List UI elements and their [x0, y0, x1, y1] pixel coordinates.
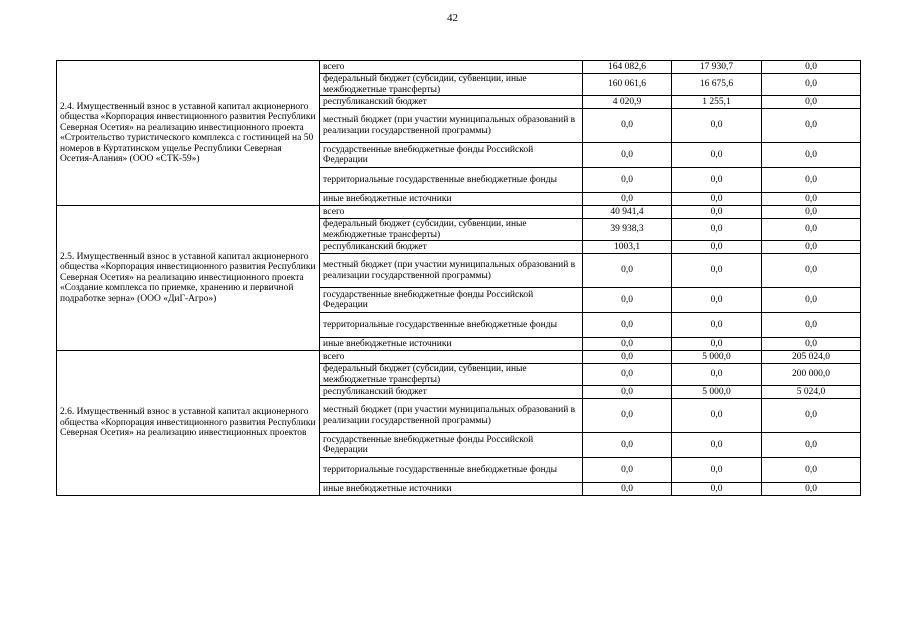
amount-cell-1: 0,0: [583, 483, 672, 496]
amount-cell-3: 0,0: [762, 61, 861, 74]
funding-source: местный бюджет (при участии муниципальных образований в реализации государственной программы): [320, 254, 583, 288]
funding-source: республиканский бюджет: [320, 386, 583, 399]
amount-cell-1: 40 941,4: [583, 206, 672, 219]
amount-cell-2: 0,0: [672, 338, 762, 351]
amount-cell-3: 0,0: [762, 109, 861, 143]
funding-source: местный бюджет (при участии муниципальных образований в реализации государственной программы): [320, 399, 583, 433]
amount-cell-2: 0,0: [672, 143, 762, 168]
funding-table: [56, 60, 861, 496]
amount-cell-3: 5 024,0: [762, 386, 861, 399]
amount-cell-1: 0,0: [583, 288, 672, 313]
amount-cell-3: 0,0: [762, 399, 861, 433]
amount-cell-3: 0,0: [762, 143, 861, 168]
funding-source: всего: [320, 61, 583, 74]
amount-cell-2: 0,0: [672, 313, 762, 338]
table-row: [57, 61, 861, 74]
table-row: [57, 206, 861, 219]
amount-cell-2: 0,0: [672, 399, 762, 433]
amount-cell-1: 0,0: [583, 143, 672, 168]
amount-cell-1: 0,0: [583, 399, 672, 433]
funding-source: местный бюджет (при участии муниципальных образований в реализации государственной программы): [320, 109, 583, 143]
amount-cell-1: 4 020,9: [583, 96, 672, 109]
funding-source: государственные внебюджетные фонды Российской Федерации: [320, 288, 583, 313]
funding-source: иные внебюджетные источники: [320, 483, 583, 496]
funding-source: государственные внебюджетные фонды Российской Федерации: [320, 433, 583, 458]
program-measure-name: 2.4. Имущественный взнос в уставной капитал акционерного общества «Корпорация инвестиционного развития Республики Северная Осетия» на реализацию инвестиционного проекта «Строительство туристического комплекса с гостиницей на 50 номеров в Куртатинском ущелье Республики Северная Осетия-Алания» (ООО «СТК-59»): [57, 61, 320, 206]
funding-source: иные внебюджетные источники: [320, 193, 583, 206]
amount-cell-3: 0,0: [762, 168, 861, 193]
amount-cell-3: 0,0: [762, 241, 861, 254]
amount-cell-1: 0,0: [583, 338, 672, 351]
page-number: 42: [447, 12, 458, 24]
amount-cell-3: 0,0: [762, 96, 861, 109]
amount-cell-1: 39 938,3: [583, 219, 672, 241]
amount-cell-1: 0,0: [583, 433, 672, 458]
amount-cell-1: 0,0: [583, 168, 672, 193]
program-measure-name: 2.5. Имущественный взнос в уставной капитал акционерного общества «Корпорация инвестиционного развития Республики Северная Осетия» на реализацию инвестиционного проекта «Создание комплекса по приемке, хранению и первичной подработке зерна» (ООО «ДиГ-Агро»): [57, 206, 320, 351]
amount-cell-2: 0,0: [672, 109, 762, 143]
amount-cell-3: 0,0: [762, 458, 861, 483]
amount-cell-3: 0,0: [762, 206, 861, 219]
funding-source: иные внебюджетные источники: [320, 338, 583, 351]
amount-cell-2: 0,0: [672, 193, 762, 206]
amount-cell-1: 0,0: [583, 109, 672, 143]
amount-cell-1: 0,0: [583, 254, 672, 288]
amount-cell-2: 0,0: [672, 483, 762, 496]
amount-cell-2: 0,0: [672, 433, 762, 458]
amount-cell-3: 0,0: [762, 288, 861, 313]
amount-cell-2: 0,0: [672, 288, 762, 313]
amount-cell-3: 0,0: [762, 483, 861, 496]
amount-cell-3: 0,0: [762, 313, 861, 338]
amount-cell-1: 0,0: [583, 364, 672, 386]
amount-cell-1: 1003,1: [583, 241, 672, 254]
funding-source: территориальные государственные внебюджетные фонды: [320, 313, 583, 338]
funding-source: всего: [320, 351, 583, 364]
amount-cell-1: 0,0: [583, 351, 672, 364]
amount-cell-3: 0,0: [762, 74, 861, 96]
amount-cell-2: 0,0: [672, 458, 762, 483]
amount-cell-3: 0,0: [762, 254, 861, 288]
funding-source: государственные внебюджетные фонды Российской Федерации: [320, 143, 583, 168]
table-row: [57, 351, 861, 364]
amount-cell-2: 0,0: [672, 206, 762, 219]
funding-source: территориальные государственные внебюджетные фонды: [320, 458, 583, 483]
program-measure-name: 2.6. Имущественный взнос в уставной капитал акционерного общества «Корпорация инвестиционного развития Республики Северная Осетия» на реализацию инвестиционных проектов: [57, 351, 320, 496]
amount-cell-3: 0,0: [762, 338, 861, 351]
amount-cell-2: 0,0: [672, 219, 762, 241]
amount-cell-3: 0,0: [762, 433, 861, 458]
amount-cell-1: 164 082,6: [583, 61, 672, 74]
amount-cell-2: 5 000,0: [672, 386, 762, 399]
amount-cell-1: 0,0: [583, 458, 672, 483]
amount-cell-2: 17 930,7: [672, 61, 762, 74]
amount-cell-2: 0,0: [672, 364, 762, 386]
amount-cell-2: 0,0: [672, 168, 762, 193]
funding-source: федеральный бюджет (субсидии, субвенции, иные межбюджетные трансферты): [320, 74, 583, 96]
funding-source: всего: [320, 206, 583, 219]
amount-cell-2: 16 675,6: [672, 74, 762, 96]
amount-cell-2: 5 000,0: [672, 351, 762, 364]
amount-cell-1: 0,0: [583, 313, 672, 338]
amount-cell-3: 0,0: [762, 193, 861, 206]
amount-cell-3: 0,0: [762, 219, 861, 241]
amount-cell-2: 0,0: [672, 241, 762, 254]
amount-cell-3: 200 000,0: [762, 364, 861, 386]
funding-source: республиканский бюджет: [320, 241, 583, 254]
funding-source: территориальные государственные внебюджетные фонды: [320, 168, 583, 193]
amount-cell-1: 0,0: [583, 193, 672, 206]
amount-cell-1: 160 061,6: [583, 74, 672, 96]
amount-cell-3: 205 024,0: [762, 351, 861, 364]
funding-source: республиканский бюджет: [320, 96, 583, 109]
amount-cell-2: 0,0: [672, 254, 762, 288]
funding-source: федеральный бюджет (субсидии, субвенции, иные межбюджетные трансферты): [320, 219, 583, 241]
amount-cell-1: 0,0: [583, 386, 672, 399]
funding-source: федеральный бюджет (субсидии, субвенции, иные межбюджетные трансферты): [320, 364, 583, 386]
amount-cell-2: 1 255,1: [672, 96, 762, 109]
